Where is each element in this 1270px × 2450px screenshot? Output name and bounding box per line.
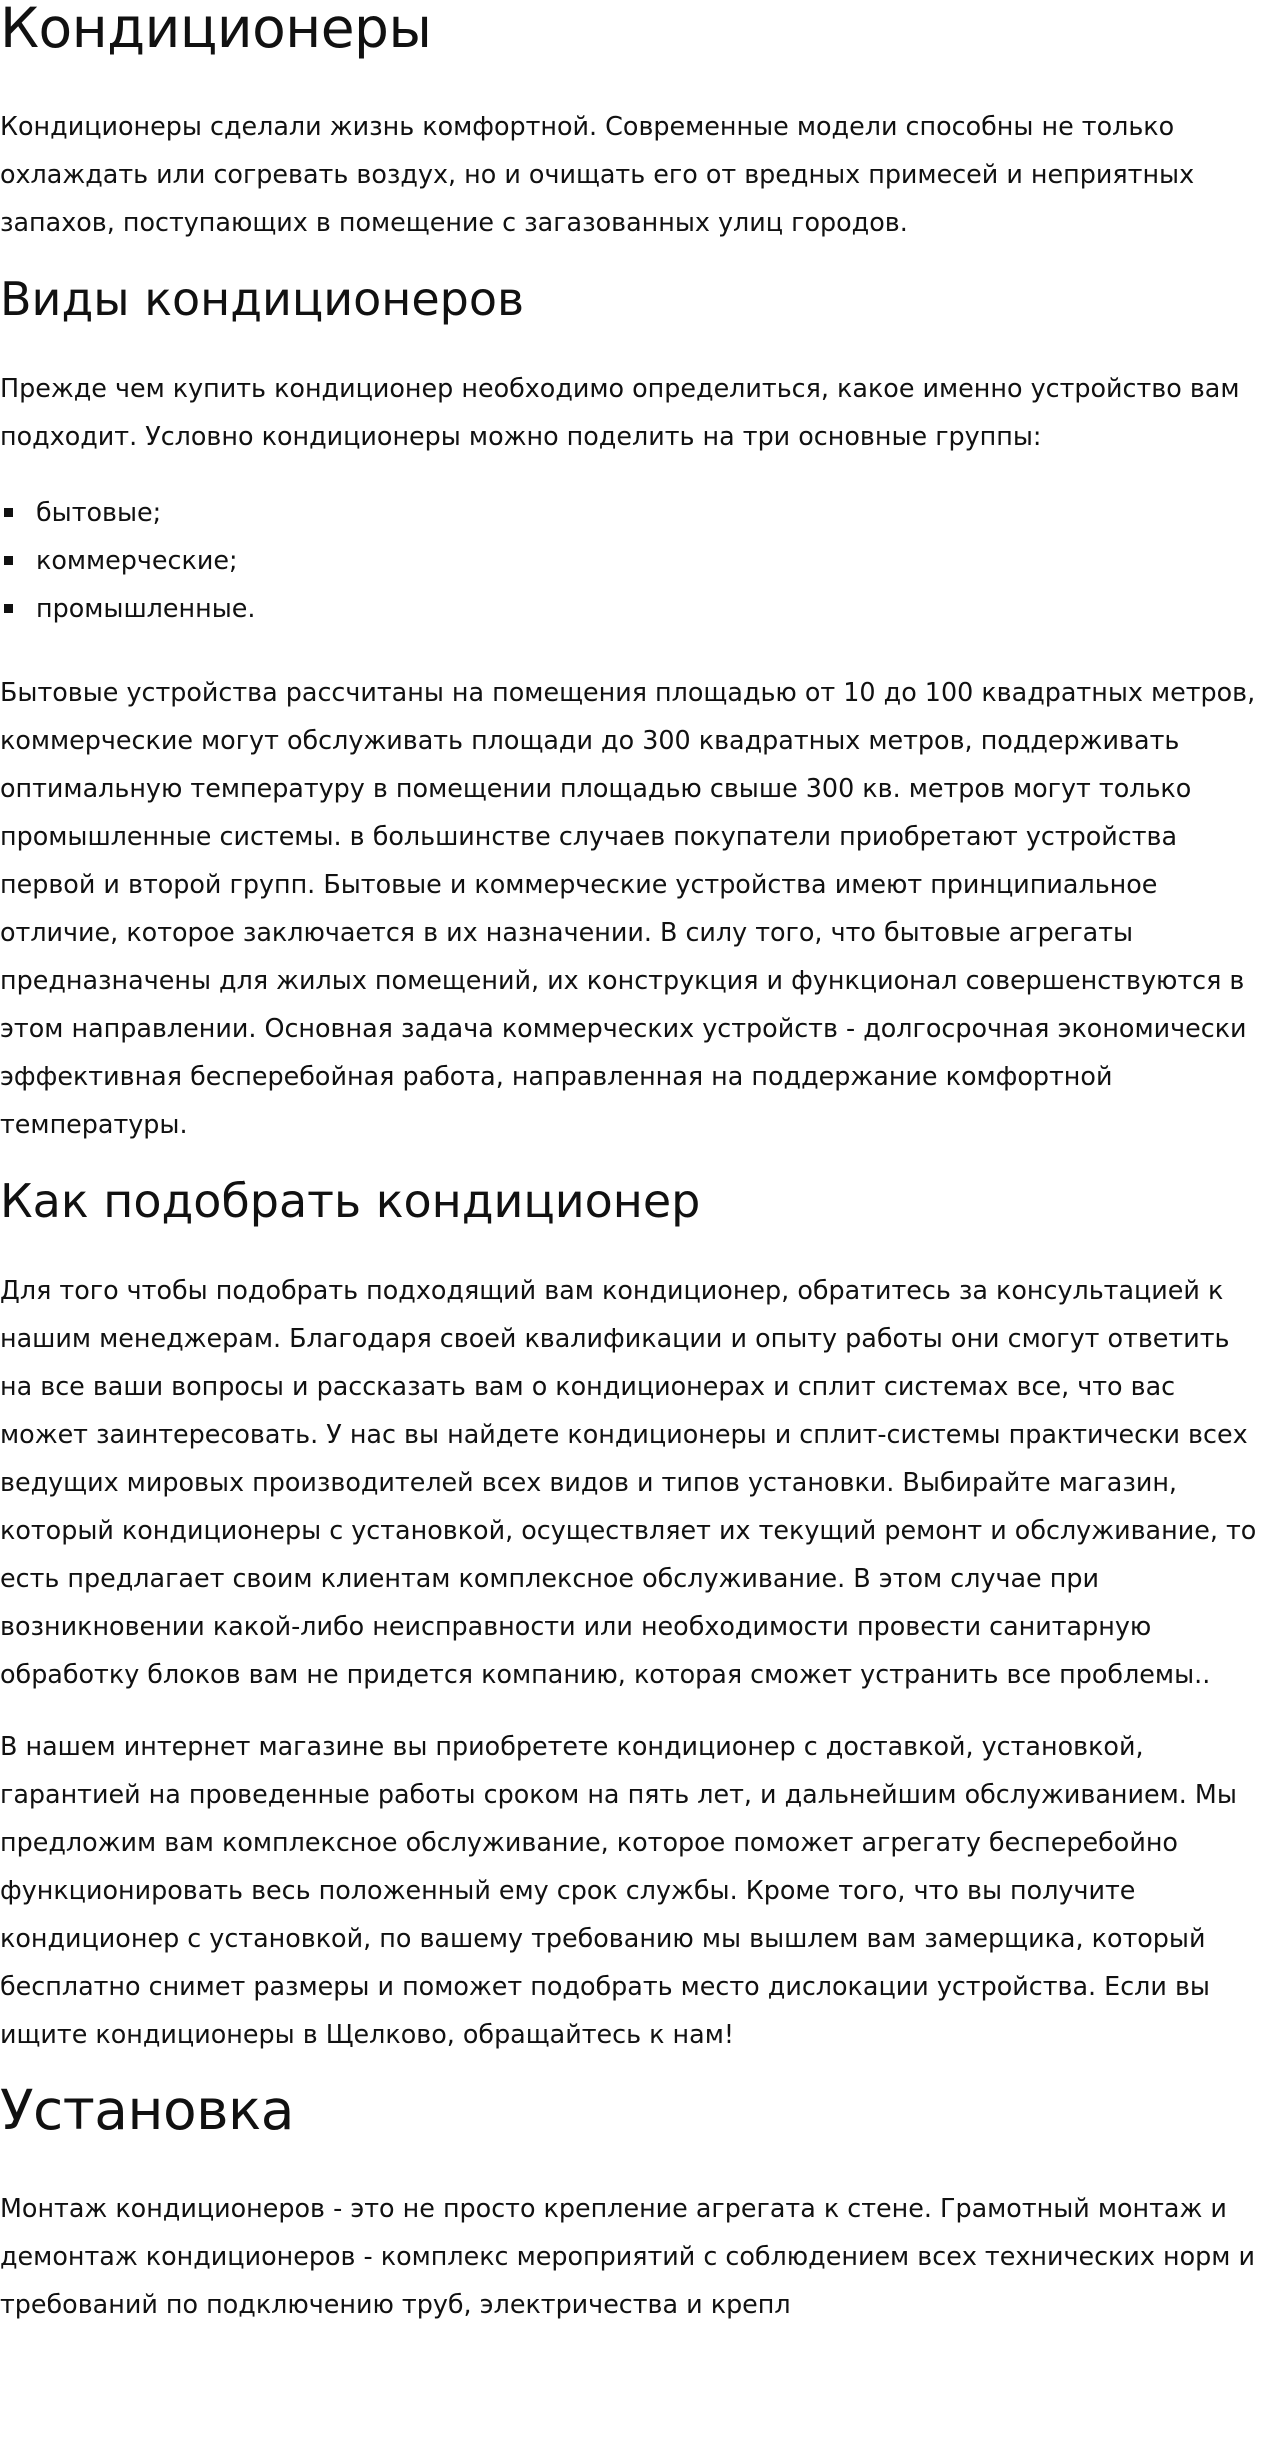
types-body-paragraph: Бытовые устройства рассчитаны на помещения площадью от 10 до 100 квадратных метров, коммерческие могут обслуживать площади до 300 квадратных метров, поддерживать оптимальную температуру в помещении площадью свыше 300 кв. метров могут только промышленные системы. в большинстве случаев покупатели приобретают устройства первой и второй групп. Бытовые и коммерческие устройства имеют принципиальное отличие, которое заключается в их назначении. В силу того, что бытовые агрегаты предназначены для жилых помещений, их конструкция и функционал совершенствуются в этом направлении. Основная задача коммерческих устройств - долгосрочная экономически эффективная бесперебойная работа, направленная на поддержание комфортной температуры. [0, 677, 1256, 1139]
list-item-text: бытовые; [36, 497, 162, 527]
choose-paragraph-2: В нашем интернет магазине вы приобретете кондиционер с доставкой, установкой, гарантией на проведенные работы сроком на пять лет, и дальнейшим обслуживанием. Мы предложим вам комплексное обслуживание, которое поможет агрегату бесперебойно функционировать весь положенный ему срок службы. Кроме того, что вы получите кондиционер с установкой, по вашему требованию мы вышлем вам замерщика, который бесплатно снимет размеры и поможет подобрать место дислокации устройства. Если вы ищите кондиционеры в Щелково, обращайтесь к нам! [0, 1731, 1237, 2049]
list-item-text: коммерческие; [36, 545, 238, 575]
install-paragraph-1: Монтаж кондиционеров - это не просто крепление агрегата к стене. Грамотный монтаж и демонтаж кондиционеров - комплекс мероприятий с соблюдением всех технических норм и требований по подключению труб, электричества и крепл [0, 2193, 1255, 2319]
section-heading-types: Виды кондиционеров [0, 272, 525, 326]
list-item [0, 536, 1270, 584]
list-item [0, 584, 1270, 632]
list-item-text: промышленные. [36, 593, 256, 623]
section-heading-install: Установка [0, 2078, 294, 2142]
square-bullet-icon [4, 604, 13, 613]
section-heading-choose: Как подобрать кондиционер [0, 1174, 701, 1228]
square-bullet-icon [4, 508, 13, 517]
choose-paragraph-1: Для того чтобы подобрать подходящий вам кондиционер, обратитесь за консультацией к нашим менеджерам. Благодаря своей квалификации и опыту работы они смогут ответить на все ваши вопросы и рассказать вам о кондиционерах и сплит системах все, что вас может заинтересовать. У нас вы найдете кондиционеры и сплит-системы практически всех ведущих мировых производителей всех видов и типов установки. Выбирайте магазин, который кондиционеры с установкой, осуществляет их текущий ремонт и обслуживание, то есть предлагает своим клиентам комплексное обслуживание. В этом случае при возникновении какой-либо неисправности или необходимости провести санитарную обработку блоков вам не придется компанию, которая сможет устранить все проблемы.. [0, 1275, 1257, 1689]
page-title: Кондиционеры [0, 0, 432, 60]
list-item [0, 488, 1270, 536]
types-list [0, 488, 1270, 632]
intro-paragraph: Кондиционеры сделали жизнь комфортной. Современные модели способны не только охлаждать или согревать воздух, но и очищать его от вредных примесей и неприятных запахов, поступающих в помещение с загазованных улиц городов. [0, 111, 1195, 237]
types-lead-paragraph: Прежде чем купить кондиционер необходимо определиться, какое именно устройство вам подходит. Условно кондиционеры можно поделить на три основные группы: [0, 373, 1240, 451]
square-bullet-icon [4, 556, 13, 565]
